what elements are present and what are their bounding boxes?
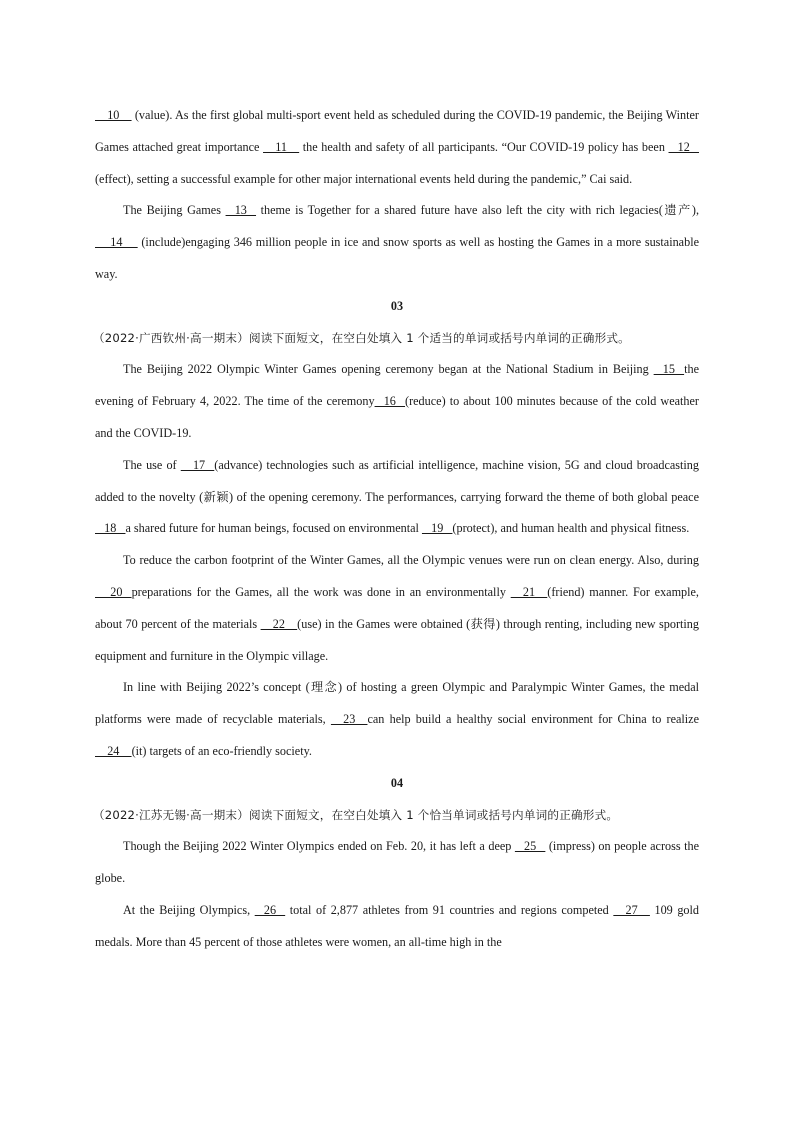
paragraph-text: (impress) on people across the globe. (95, 839, 699, 886)
paragraph-text: (value). As the first global multi-sport event held as scheduled during the COVID-19 pandemic, the Beijing Winter Games attached great importance (95, 108, 699, 154)
paragraph-text: (effect), setting a successful example for other major international events held during the pandemic,” Cai said. (95, 171, 633, 186)
answer-blank: 16 (374, 394, 406, 409)
answer-blank: 27 (613, 902, 650, 917)
paragraph-text: the evening of February 4, 2022. The time of the ceremony (95, 362, 699, 409)
paragraph-text: To reduce the carbon footprint of the Winter Games, all the Olympic venues were run on clean energy. Also, during (123, 553, 699, 568)
answer-blank: 19 (421, 521, 453, 536)
paragraph-text: a shared future for human beings, focused on environmental (125, 521, 422, 536)
paragraph-text: (use) in the Games were obtained (获得) through renting, including new sporting equipment and furniture in the Olympic village. (95, 616, 699, 663)
answer-blank: 17 (180, 457, 215, 472)
paragraph-text: the health and safety of all participants. “Our COVID-19 policy has been (299, 139, 669, 154)
passage-paragraph (95, 450, 699, 545)
paragraph-text: can help build a healthy social environment for China to realize (367, 712, 700, 727)
answer-blank: 18 (95, 521, 126, 536)
document-body (95, 100, 699, 959)
passage-paragraph (95, 672, 699, 767)
answer-blank: 20 (95, 584, 132, 599)
answer-blank: 15 (653, 362, 685, 377)
paragraph-text: preparations for the Games, all the work was done in an environmentally (131, 584, 511, 599)
paragraph-text: total of 2,877 athletes from 91 countries and regions competed (285, 902, 614, 917)
answer-blank: 12 (668, 139, 699, 154)
paragraph-text: (advance) technologies such as artificial intelligence, machine vision, 5G and cloud broadcasting added to the novelty (新颖) of the opening ceremony. The performances, carrying forward the theme of both global peace (95, 457, 699, 504)
answer-blank: 13 (225, 203, 257, 218)
passage-number: 03 (390, 298, 404, 313)
passage-paragraph (95, 195, 699, 290)
passage-paragraph (95, 354, 699, 449)
paragraph-text: At the Beijing Olympics, (123, 902, 255, 917)
paragraph-text: (protect), and human health and physical fitness. (452, 521, 690, 536)
paragraph-text: (include)engaging 346 million people in ice and snow sports as well as hosting the Games in a more sustainable way. (95, 235, 699, 281)
passage-paragraph (95, 100, 699, 195)
passage-paragraph (95, 831, 699, 895)
answer-blank: 10 (95, 108, 132, 122)
answer-blank: 23 (330, 712, 368, 727)
answer-blank: 26 (254, 902, 286, 917)
paragraph-text: (reduce) to about 100 minutes because of the cold weather and the COVID-19. (95, 394, 699, 440)
passage-source-instruction: （2022·江苏无锡·高一期末）阅读下面短文，在空白处填入 1 个恰当单词或括号内单词的正确形式。 (93, 807, 619, 822)
answer-blank: 11 (263, 139, 300, 154)
passage-number: 04 (390, 775, 404, 790)
passage-source-instruction: （2022·广西钦州·高一期末）阅读下面短文，在空白处填入 1 个适当的单词或括号内单词的正确形式。 (93, 330, 630, 345)
answer-blank: 22 (260, 616, 298, 631)
paragraph-text: (friend) manner. For example, about 70 percent of the materials (95, 584, 699, 631)
paragraph-text: Though the Beijing 2022 Winter Olympics ended on Feb. 20, it has left a deep (123, 839, 515, 854)
paragraph-text: The use of (123, 457, 181, 472)
paragraph-text: theme is Together for a shared future have also left the city with rich legacies(遗产), (256, 203, 699, 218)
answer-blank: 25 (514, 839, 546, 854)
answer-blank: 24 (95, 743, 132, 758)
passage-paragraph (95, 895, 699, 959)
paragraph-text: In line with Beijing 2022’s concept (理念) of hosting a green Olympic and Paralympic Winter Games, the medal platforms were made of recyclable materials, (95, 680, 699, 727)
paragraph-text: 109 gold medals. More than 45 percent of those athletes were women, an all-time high in the (95, 902, 700, 949)
answer-blank: 21 (510, 584, 548, 599)
passage-paragraph (95, 545, 699, 672)
paragraph-text: (it) targets of an eco-friendly society. (131, 743, 312, 758)
answer-blank: 14 (95, 235, 138, 250)
paragraph-text: The Beijing 2022 Olympic Winter Games opening ceremony began at the National Stadium in Beijing (123, 362, 654, 377)
paragraph-text: The Beijing Games (123, 203, 226, 218)
